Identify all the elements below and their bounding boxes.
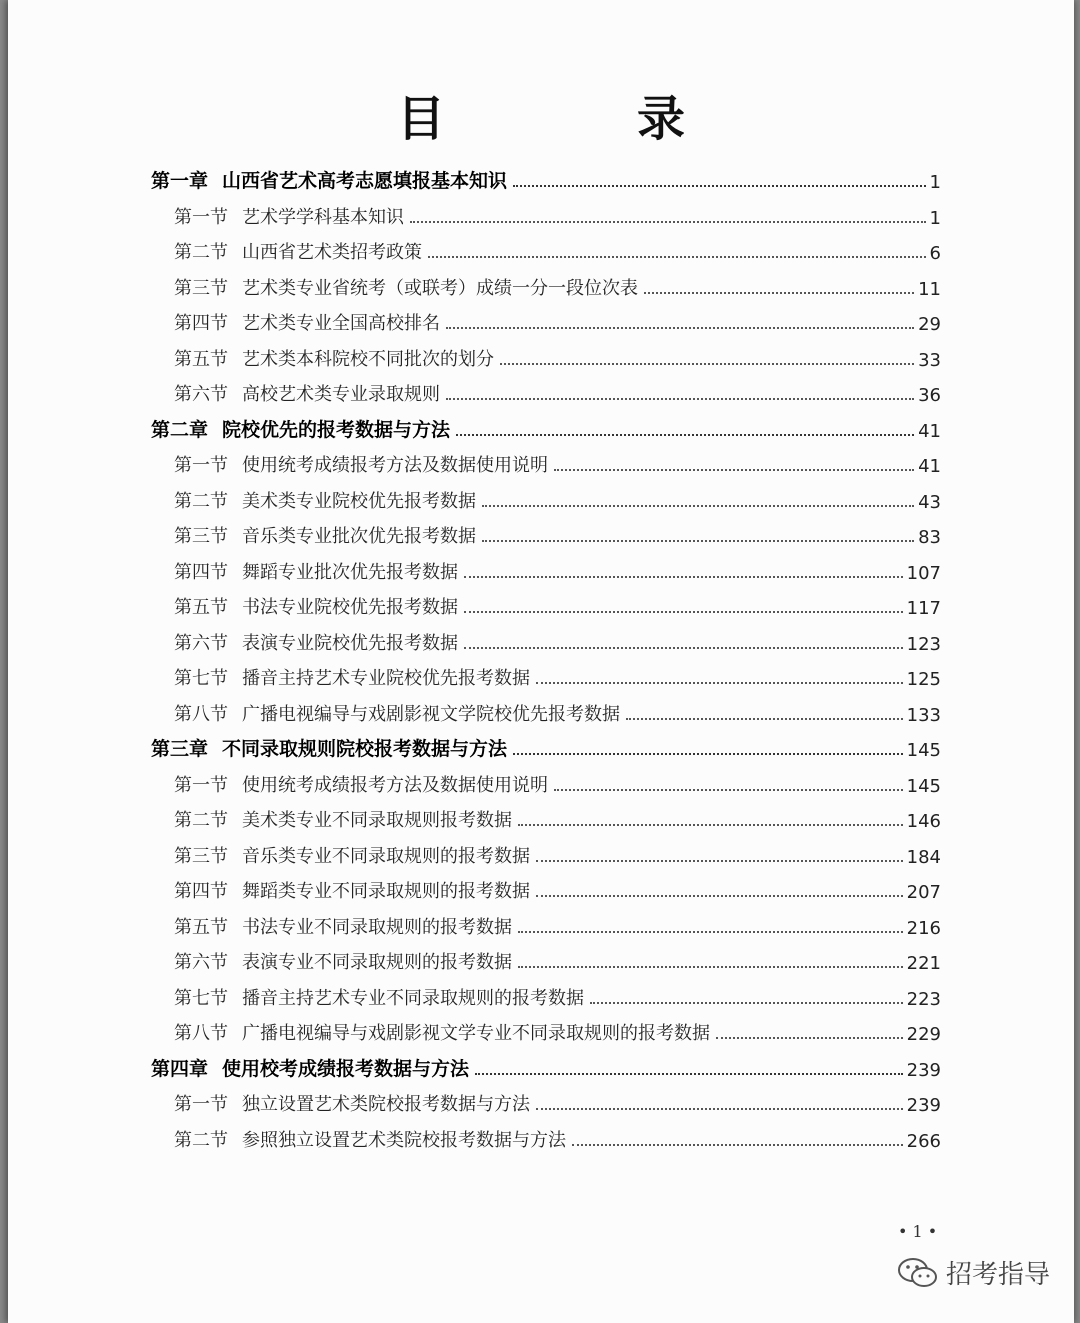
entry-page-number: 145 bbox=[906, 740, 941, 761]
entry-page-number: 216 bbox=[906, 917, 941, 939]
entry-number: 第一章 bbox=[151, 170, 209, 192]
dot-leader bbox=[644, 291, 914, 294]
toc-section-entry bbox=[174, 199, 941, 229]
entry-page-number: 33 bbox=[918, 349, 941, 371]
dot-leader bbox=[464, 575, 903, 578]
entry-number: 第三节 bbox=[174, 526, 228, 547]
entry-title: 使用统考成绩报考方法及数据使用说明 bbox=[242, 774, 548, 796]
entry-number: 第八节 bbox=[174, 703, 228, 725]
entry-number: 第四节 bbox=[174, 313, 228, 334]
entry-title: 艺术类专业全国高校排名 bbox=[242, 313, 440, 334]
entry-title: 艺术类专业省统考（或联考）成绩一分一段位次表 bbox=[242, 277, 638, 299]
entry-title: 使用统考成绩报考方法及数据使用说明 bbox=[242, 455, 548, 476]
toc-section-entry bbox=[174, 376, 941, 406]
entry-page-number: 41 bbox=[918, 456, 941, 477]
entry-title: 独立设置艺术类院校报考数据与方法 bbox=[242, 1094, 530, 1115]
entry-page-number: 239 bbox=[906, 1059, 941, 1081]
entry-page-number: 223 bbox=[906, 988, 941, 1010]
entry-page-number: 36 bbox=[918, 385, 941, 406]
entry-title: 院校优先的报考数据与方法 bbox=[222, 418, 451, 441]
entry-number: 第二节 bbox=[174, 242, 228, 263]
entry-title: 高校艺术类专业录取规则 bbox=[242, 384, 440, 405]
toc-section-entry bbox=[174, 270, 941, 300]
dot-leader bbox=[536, 1107, 903, 1110]
dot-leader bbox=[500, 362, 914, 365]
toc-section-entry bbox=[174, 447, 941, 477]
entry-title: 艺术学学科基本知识 bbox=[242, 206, 404, 228]
entry-title: 艺术类本科院校不同批次的划分 bbox=[242, 348, 494, 370]
dot-leader bbox=[464, 646, 903, 649]
toc-section-entry bbox=[174, 944, 941, 974]
entry-number: 第二节 bbox=[174, 490, 228, 512]
toc-section-entry bbox=[174, 305, 941, 335]
toc-section-entry bbox=[174, 625, 941, 655]
entry-number: 第六节 bbox=[174, 384, 228, 405]
toc-chapter-entry bbox=[151, 731, 941, 761]
entry-number: 第二节 bbox=[174, 810, 228, 831]
dot-leader bbox=[513, 184, 926, 187]
dot-leader bbox=[428, 255, 926, 258]
toc-chapter-entry bbox=[151, 412, 941, 442]
toc-section-entry bbox=[174, 873, 941, 903]
dot-leader bbox=[536, 859, 903, 862]
entry-title: 书法专业院校优先报考数据 bbox=[242, 597, 458, 618]
dot-leader bbox=[518, 823, 903, 826]
entry-number: 第二章 bbox=[151, 418, 209, 441]
dot-leader bbox=[536, 681, 903, 684]
entry-number: 第五节 bbox=[174, 916, 228, 938]
entry-title: 美术类专业院校优先报考数据 bbox=[242, 490, 476, 512]
toc-section-entry bbox=[174, 767, 941, 797]
toc-section-entry bbox=[174, 660, 941, 690]
entry-title: 广播电视编导与戏剧影视文学院校优先报考数据 bbox=[242, 703, 620, 725]
dot-leader bbox=[513, 752, 903, 755]
entry-number: 第三节 bbox=[174, 277, 228, 299]
toc-chapter-entry bbox=[151, 1051, 941, 1081]
entry-page-number: 123 bbox=[906, 633, 941, 655]
entry-title: 播音主持艺术专业不同录取规则的报考数据 bbox=[242, 987, 584, 1009]
entry-title: 使用校考成绩报考数据与方法 bbox=[222, 1057, 470, 1080]
entry-page-number: 145 bbox=[906, 775, 941, 797]
entry-page-number: 6 bbox=[929, 243, 941, 264]
entry-number: 第四节 bbox=[174, 881, 228, 902]
toc-section-entry bbox=[174, 234, 941, 264]
entry-title: 表演专业院校优先报考数据 bbox=[242, 632, 458, 654]
entry-number: 第五节 bbox=[174, 597, 228, 618]
dot-leader bbox=[716, 1036, 903, 1039]
entry-title: 山西省艺术类招考政策 bbox=[242, 242, 422, 263]
watermark-text: 招考指导 bbox=[946, 1260, 1051, 1290]
entry-title: 舞蹈类专业不同录取规则的报考数据 bbox=[242, 881, 530, 902]
toc-chapter-entry bbox=[151, 163, 941, 193]
entry-title: 音乐类专业批次优先报考数据 bbox=[242, 526, 476, 547]
dot-leader bbox=[554, 788, 903, 791]
dot-leader bbox=[410, 220, 926, 223]
entry-title: 音乐类专业不同录取规则的报考数据 bbox=[242, 845, 530, 867]
dot-leader bbox=[446, 326, 914, 329]
dot-leader bbox=[518, 965, 903, 968]
entry-page-number: 266 bbox=[906, 1130, 941, 1152]
page-title: 目 录 bbox=[396, 91, 757, 147]
toc-section-entry bbox=[174, 802, 941, 832]
dot-leader bbox=[456, 433, 914, 436]
wechat-icon bbox=[896, 1255, 940, 1291]
watermark bbox=[896, 1254, 1050, 1291]
entry-page-number: 1 bbox=[929, 172, 941, 193]
entry-page-number: 1 bbox=[929, 207, 941, 229]
entry-page-number: 207 bbox=[906, 882, 941, 903]
dot-leader bbox=[554, 468, 914, 471]
dot-leader bbox=[475, 1072, 903, 1075]
toc-section-entry bbox=[174, 838, 941, 868]
entry-number: 第六节 bbox=[174, 632, 228, 654]
entry-page-number: 221 bbox=[906, 953, 941, 974]
entry-page-number: 125 bbox=[906, 669, 941, 690]
dot-leader bbox=[446, 397, 914, 400]
toc-section-entry bbox=[174, 980, 941, 1010]
toc-section-entry bbox=[174, 554, 941, 584]
dot-leader bbox=[590, 1001, 903, 1004]
entry-page-number: 184 bbox=[906, 846, 941, 868]
entry-page-number: 117 bbox=[906, 598, 941, 619]
entry-number: 第五节 bbox=[174, 348, 228, 370]
entry-number: 第一节 bbox=[174, 1094, 228, 1115]
entry-number: 第六节 bbox=[174, 952, 228, 973]
entry-page-number: 29 bbox=[918, 314, 941, 335]
entry-number: 第三章 bbox=[151, 738, 209, 760]
toc-section-entry bbox=[174, 696, 941, 726]
entry-title: 书法专业不同录取规则的报考数据 bbox=[242, 916, 512, 938]
entry-number: 第七节 bbox=[174, 987, 228, 1009]
toc-section-entry bbox=[174, 483, 941, 513]
entry-number: 第八节 bbox=[174, 1023, 228, 1044]
entry-number: 第三节 bbox=[174, 845, 228, 867]
toc-section-entry bbox=[174, 909, 941, 939]
entry-page-number: 229 bbox=[906, 1024, 941, 1045]
entry-title: 山西省艺术高考志愿填报基本知识 bbox=[222, 170, 508, 192]
entry-title: 播音主持艺术专业院校优先报考数据 bbox=[242, 668, 530, 689]
dot-leader bbox=[482, 504, 914, 507]
entry-page-number: 146 bbox=[906, 811, 941, 832]
dot-leader bbox=[464, 610, 903, 613]
dot-leader bbox=[572, 1143, 903, 1146]
entry-number: 第七节 bbox=[174, 668, 228, 689]
entry-page-number: 133 bbox=[906, 704, 941, 726]
entry-number: 第一节 bbox=[174, 774, 228, 796]
dot-leader bbox=[626, 717, 903, 720]
toc-section-entry bbox=[174, 1086, 941, 1116]
toc-section-entry bbox=[174, 1015, 941, 1045]
entry-page-number: 43 bbox=[918, 491, 941, 513]
toc-section-entry bbox=[174, 589, 941, 619]
entry-number: 第一节 bbox=[174, 455, 228, 476]
toc-section-entry bbox=[174, 518, 941, 548]
entry-page-number: 83 bbox=[918, 527, 941, 548]
entry-number: 第四节 bbox=[174, 561, 228, 583]
toc-section-entry bbox=[174, 341, 941, 371]
entry-page-number: 239 bbox=[906, 1095, 941, 1116]
entry-title: 表演专业不同录取规则的报考数据 bbox=[242, 952, 512, 973]
dot-leader bbox=[536, 894, 903, 897]
document-page bbox=[8, 0, 1074, 1323]
entry-title: 广播电视编导与戏剧影视文学专业不同录取规则的报考数据 bbox=[242, 1023, 710, 1044]
entry-page-number: 41 bbox=[918, 420, 941, 442]
dot-leader bbox=[482, 539, 914, 542]
entry-title: 参照独立设置艺术类院校报考数据与方法 bbox=[242, 1129, 566, 1151]
entry-number: 第一节 bbox=[174, 206, 228, 228]
page-folio: • 1 • bbox=[898, 1222, 938, 1241]
dot-leader bbox=[518, 930, 903, 933]
entry-page-number: 107 bbox=[906, 562, 941, 584]
entry-page-number: 11 bbox=[918, 278, 941, 300]
entry-title: 舞蹈专业批次优先报考数据 bbox=[242, 561, 458, 583]
toc-section-entry bbox=[174, 1122, 941, 1152]
entry-title: 美术类专业不同录取规则报考数据 bbox=[242, 810, 512, 831]
entry-number: 第二节 bbox=[174, 1129, 228, 1151]
entry-number: 第四章 bbox=[151, 1057, 209, 1080]
entry-title: 不同录取规则院校报考数据与方法 bbox=[222, 738, 508, 760]
